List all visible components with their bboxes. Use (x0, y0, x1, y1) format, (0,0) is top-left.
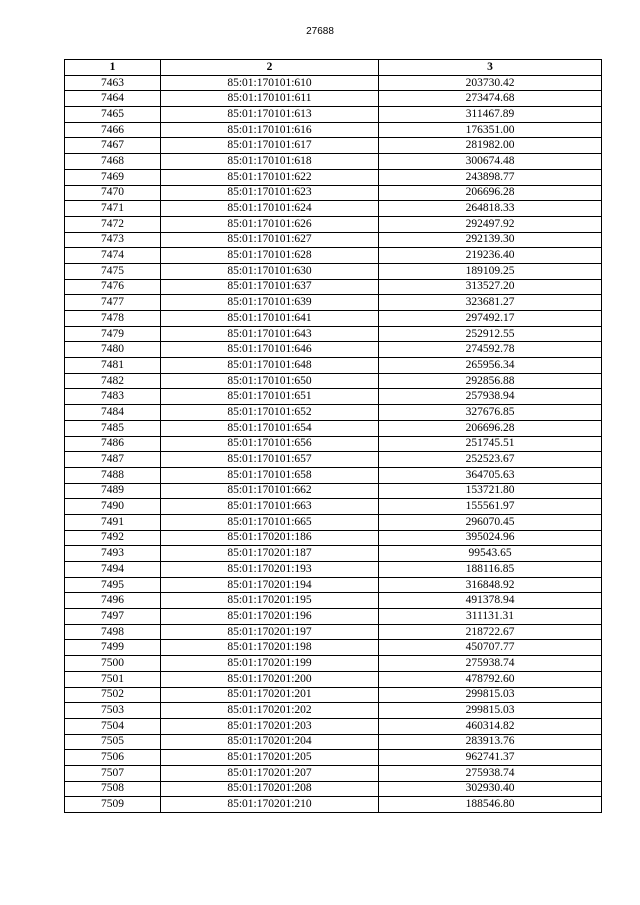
table-row (65, 279, 602, 295)
cadastral-value-cell: 252912.55 (379, 326, 602, 342)
table-row (65, 358, 602, 374)
page-number: 27688 (306, 26, 334, 37)
cadastral-number-cell: 85:01:170101:611 (161, 91, 379, 107)
row-number-cell: 7468 (65, 154, 161, 170)
cadastral-number-cell: 85:01:170101:641 (161, 311, 379, 327)
table-row (65, 311, 602, 327)
cadastral-value-cell: 153721.80 (379, 483, 602, 499)
cadastral-value-cell: 299815.03 (379, 687, 602, 703)
row-number-cell: 7492 (65, 530, 161, 546)
table-row (65, 687, 602, 703)
cadastral-value-cell: 313527.20 (379, 279, 602, 295)
cadastral-value-cell: 316848.92 (379, 577, 602, 593)
row-number-cell: 7472 (65, 216, 161, 232)
cadastral-value-cell: 155561.97 (379, 499, 602, 515)
row-number-cell: 7494 (65, 562, 161, 578)
row-number-cell: 7490 (65, 499, 161, 515)
row-number-cell: 7479 (65, 326, 161, 342)
row-number-cell: 7509 (65, 797, 161, 813)
cadastral-number-cell: 85:01:170101:624 (161, 201, 379, 217)
cadastral-number-cell: 85:01:170101:618 (161, 154, 379, 170)
cadastral-number-cell: 85:01:170201:193 (161, 562, 379, 578)
table-row (65, 530, 602, 546)
cadastral-value-cell: 292856.88 (379, 373, 602, 389)
cadastral-number-cell: 85:01:170101:617 (161, 138, 379, 154)
cadastral-value-cell: 962741.37 (379, 750, 602, 766)
cadastral-number-cell: 85:01:170101:662 (161, 483, 379, 499)
row-number-cell: 7465 (65, 107, 161, 123)
table-row (65, 609, 602, 625)
cadastral-value-cell: 264818.33 (379, 201, 602, 217)
row-number-cell: 7484 (65, 405, 161, 421)
table-row (65, 624, 602, 640)
cadastral-value-cell: 251745.51 (379, 436, 602, 452)
table-row (65, 483, 602, 499)
cadastral-number-cell: 85:01:170101:646 (161, 342, 379, 358)
table-row (65, 154, 602, 170)
column-header-3: 3 (379, 60, 602, 76)
cadastral-value-cell: 292497.92 (379, 216, 602, 232)
cadastral-number-cell: 85:01:170101:656 (161, 436, 379, 452)
cadastral-number-cell: 85:01:170101:628 (161, 248, 379, 264)
cadastral-number-cell: 85:01:170101:616 (161, 122, 379, 138)
cadastral-number-cell: 85:01:170201:204 (161, 734, 379, 750)
cadastral-number-cell: 85:01:170101:643 (161, 326, 379, 342)
cadastral-number-cell: 85:01:170201:197 (161, 624, 379, 640)
cadastral-number-cell: 85:01:170201:205 (161, 750, 379, 766)
cadastral-number-cell: 85:01:170101:663 (161, 499, 379, 515)
row-number-cell: 7486 (65, 436, 161, 452)
row-number-cell: 7466 (65, 122, 161, 138)
row-number-cell: 7489 (65, 483, 161, 499)
cadastral-value-cell: 450707.77 (379, 640, 602, 656)
row-number-cell: 7474 (65, 248, 161, 264)
cadastral-value-cell: 491378.94 (379, 593, 602, 609)
row-number-cell: 7507 (65, 765, 161, 781)
table-row (65, 656, 602, 672)
cadastral-value-cell: 281982.00 (379, 138, 602, 154)
row-number-cell: 7491 (65, 514, 161, 530)
row-number-cell: 7504 (65, 718, 161, 734)
cadastral-value-cell: 273474.68 (379, 91, 602, 107)
row-number-cell: 7480 (65, 342, 161, 358)
row-number-cell: 7473 (65, 232, 161, 248)
cadastral-value-cell: 327676.85 (379, 405, 602, 421)
cadastral-value-cell: 323681.27 (379, 295, 602, 311)
cadastral-number-cell: 85:01:170201:203 (161, 718, 379, 734)
cadastral-value-cell: 265956.34 (379, 358, 602, 374)
row-number-cell: 7487 (65, 452, 161, 468)
table-row (65, 201, 602, 217)
cadastral-value-cell: 189109.25 (379, 263, 602, 279)
table-row (65, 342, 602, 358)
row-number-cell: 7475 (65, 263, 161, 279)
cadastral-number-cell: 85:01:170101:665 (161, 514, 379, 530)
table-row (65, 420, 602, 436)
cadastral-value-cell: 176351.00 (379, 122, 602, 138)
row-number-cell: 7496 (65, 593, 161, 609)
table-row (65, 91, 602, 107)
cadastral-number-cell: 85:01:170201:201 (161, 687, 379, 703)
row-number-cell: 7493 (65, 546, 161, 562)
cadastral-number-cell: 85:01:170201:186 (161, 530, 379, 546)
row-number-cell: 7476 (65, 279, 161, 295)
table-row (65, 216, 602, 232)
row-number-cell: 7495 (65, 577, 161, 593)
cadastral-number-cell: 85:01:170201:200 (161, 671, 379, 687)
table-row (65, 436, 602, 452)
table-row (65, 185, 602, 201)
row-number-cell: 7505 (65, 734, 161, 750)
cadastral-value-cell: 296070.45 (379, 514, 602, 530)
table-row (65, 326, 602, 342)
cadastral-value-cell: 300674.48 (379, 154, 602, 170)
table-row (65, 640, 602, 656)
row-number-cell: 7502 (65, 687, 161, 703)
table-row (65, 389, 602, 405)
table-row (65, 765, 602, 781)
cadastral-number-cell: 85:01:170101:623 (161, 185, 379, 201)
cadastral-number-cell: 85:01:170201:199 (161, 656, 379, 672)
cadastral-value-cell: 395024.96 (379, 530, 602, 546)
row-number-cell: 7467 (65, 138, 161, 154)
table-row (65, 703, 602, 719)
cadastral-number-cell: 85:01:170201:198 (161, 640, 379, 656)
cadastral-number-cell: 85:01:170101:658 (161, 467, 379, 483)
table-row (65, 750, 602, 766)
row-number-cell: 7506 (65, 750, 161, 766)
cadastral-number-cell: 85:01:170201:208 (161, 781, 379, 797)
column-header-1: 1 (65, 60, 161, 76)
cadastral-value-cell: 297492.17 (379, 311, 602, 327)
table-body (65, 75, 602, 812)
row-number-cell: 7499 (65, 640, 161, 656)
cadastral-number-cell: 85:01:170101:648 (161, 358, 379, 374)
table-row (65, 232, 602, 248)
row-number-cell: 7477 (65, 295, 161, 311)
row-number-cell: 7485 (65, 420, 161, 436)
row-number-cell: 7483 (65, 389, 161, 405)
row-number-cell: 7481 (65, 358, 161, 374)
cadastral-value-cell: 188116.85 (379, 562, 602, 578)
table-row (65, 499, 602, 515)
cadastral-value-cell: 243898.77 (379, 169, 602, 185)
table-row (65, 138, 602, 154)
table-row (65, 75, 602, 91)
cadastral-number-cell: 85:01:170101:630 (161, 263, 379, 279)
cadastral-value-cell: 292139.30 (379, 232, 602, 248)
cadastral-number-cell: 85:01:170101:652 (161, 405, 379, 421)
cadastral-value-cell: 478792.60 (379, 671, 602, 687)
row-number-cell: 7500 (65, 656, 161, 672)
row-number-cell: 7497 (65, 609, 161, 625)
cadastral-number-cell: 85:01:170101:627 (161, 232, 379, 248)
row-number-cell: 7470 (65, 185, 161, 201)
table-row (65, 546, 602, 562)
cadastral-value-cell: 302930.40 (379, 781, 602, 797)
cadastral-number-cell: 85:01:170101:610 (161, 75, 379, 91)
row-number-cell: 7482 (65, 373, 161, 389)
cadastral-number-cell: 85:01:170101:657 (161, 452, 379, 468)
row-number-cell: 7464 (65, 91, 161, 107)
row-number-cell: 7469 (65, 169, 161, 185)
column-header-2: 2 (161, 60, 379, 76)
cadastral-value-cell: 275938.74 (379, 656, 602, 672)
cadastral-value-cell: 206696.28 (379, 420, 602, 436)
row-number-cell: 7508 (65, 781, 161, 797)
cadastral-value-cell: 99543.65 (379, 546, 602, 562)
cadastral-number-cell: 85:01:170101:637 (161, 279, 379, 295)
table-row (65, 734, 602, 750)
table-row (65, 514, 602, 530)
row-number-cell: 7503 (65, 703, 161, 719)
table-row (65, 107, 602, 123)
table-row (65, 781, 602, 797)
cadastral-value-cell: 252523.67 (379, 452, 602, 468)
table-row (65, 373, 602, 389)
row-number-cell: 7501 (65, 671, 161, 687)
cadastral-value-cell: 219236.40 (379, 248, 602, 264)
table-row (65, 169, 602, 185)
row-number-cell: 7488 (65, 467, 161, 483)
row-number-cell: 7498 (65, 624, 161, 640)
table-row (65, 295, 602, 311)
cadastral-number-cell: 85:01:170101:613 (161, 107, 379, 123)
cadastral-number-cell: 85:01:170201:187 (161, 546, 379, 562)
cadastral-value-cell: 460314.82 (379, 718, 602, 734)
cadastral-value-cell: 257938.94 (379, 389, 602, 405)
cadastral-value-cell: 275938.74 (379, 765, 602, 781)
cadastral-value-cell: 299815.03 (379, 703, 602, 719)
table-row (65, 593, 602, 609)
cadastral-value-cell: 203730.42 (379, 75, 602, 91)
row-number-cell: 7478 (65, 311, 161, 327)
cadastral-number-cell: 85:01:170101:639 (161, 295, 379, 311)
cadastral-value-cell: 188546.80 (379, 797, 602, 813)
table-row (65, 718, 602, 734)
cadastral-value-cell: 206696.28 (379, 185, 602, 201)
table-row (65, 263, 602, 279)
table-row (65, 797, 602, 813)
cadastral-number-cell: 85:01:170201:202 (161, 703, 379, 719)
cadastral-number-cell: 85:01:170101:626 (161, 216, 379, 232)
row-number-cell: 7471 (65, 201, 161, 217)
cadastral-value-cell: 364705.63 (379, 467, 602, 483)
table-row (65, 122, 602, 138)
table-row (65, 248, 602, 264)
cadastral-number-cell: 85:01:170201:194 (161, 577, 379, 593)
cadastral-value-cell: 283913.76 (379, 734, 602, 750)
cadastral-number-cell: 85:01:170201:195 (161, 593, 379, 609)
cadastral-value-table (64, 59, 602, 813)
cadastral-number-cell: 85:01:170201:196 (161, 609, 379, 625)
cadastral-number-cell: 85:01:170101:654 (161, 420, 379, 436)
cadastral-number-cell: 85:01:170101:651 (161, 389, 379, 405)
table-row (65, 577, 602, 593)
table-row (65, 562, 602, 578)
cadastral-value-cell: 311467.89 (379, 107, 602, 123)
cadastral-number-cell: 85:01:170101:650 (161, 373, 379, 389)
row-number-cell: 7463 (65, 75, 161, 91)
cadastral-value-cell: 274592.78 (379, 342, 602, 358)
cadastral-number-cell: 85:01:170201:210 (161, 797, 379, 813)
table-row (65, 405, 602, 421)
cadastral-number-cell: 85:01:170101:622 (161, 169, 379, 185)
cadastral-value-cell: 218722.67 (379, 624, 602, 640)
table-row (65, 467, 602, 483)
cadastral-value-cell: 311131.31 (379, 609, 602, 625)
table-row (65, 671, 602, 687)
table-header-row (65, 60, 602, 76)
table-row (65, 452, 602, 468)
cadastral-number-cell: 85:01:170201:207 (161, 765, 379, 781)
